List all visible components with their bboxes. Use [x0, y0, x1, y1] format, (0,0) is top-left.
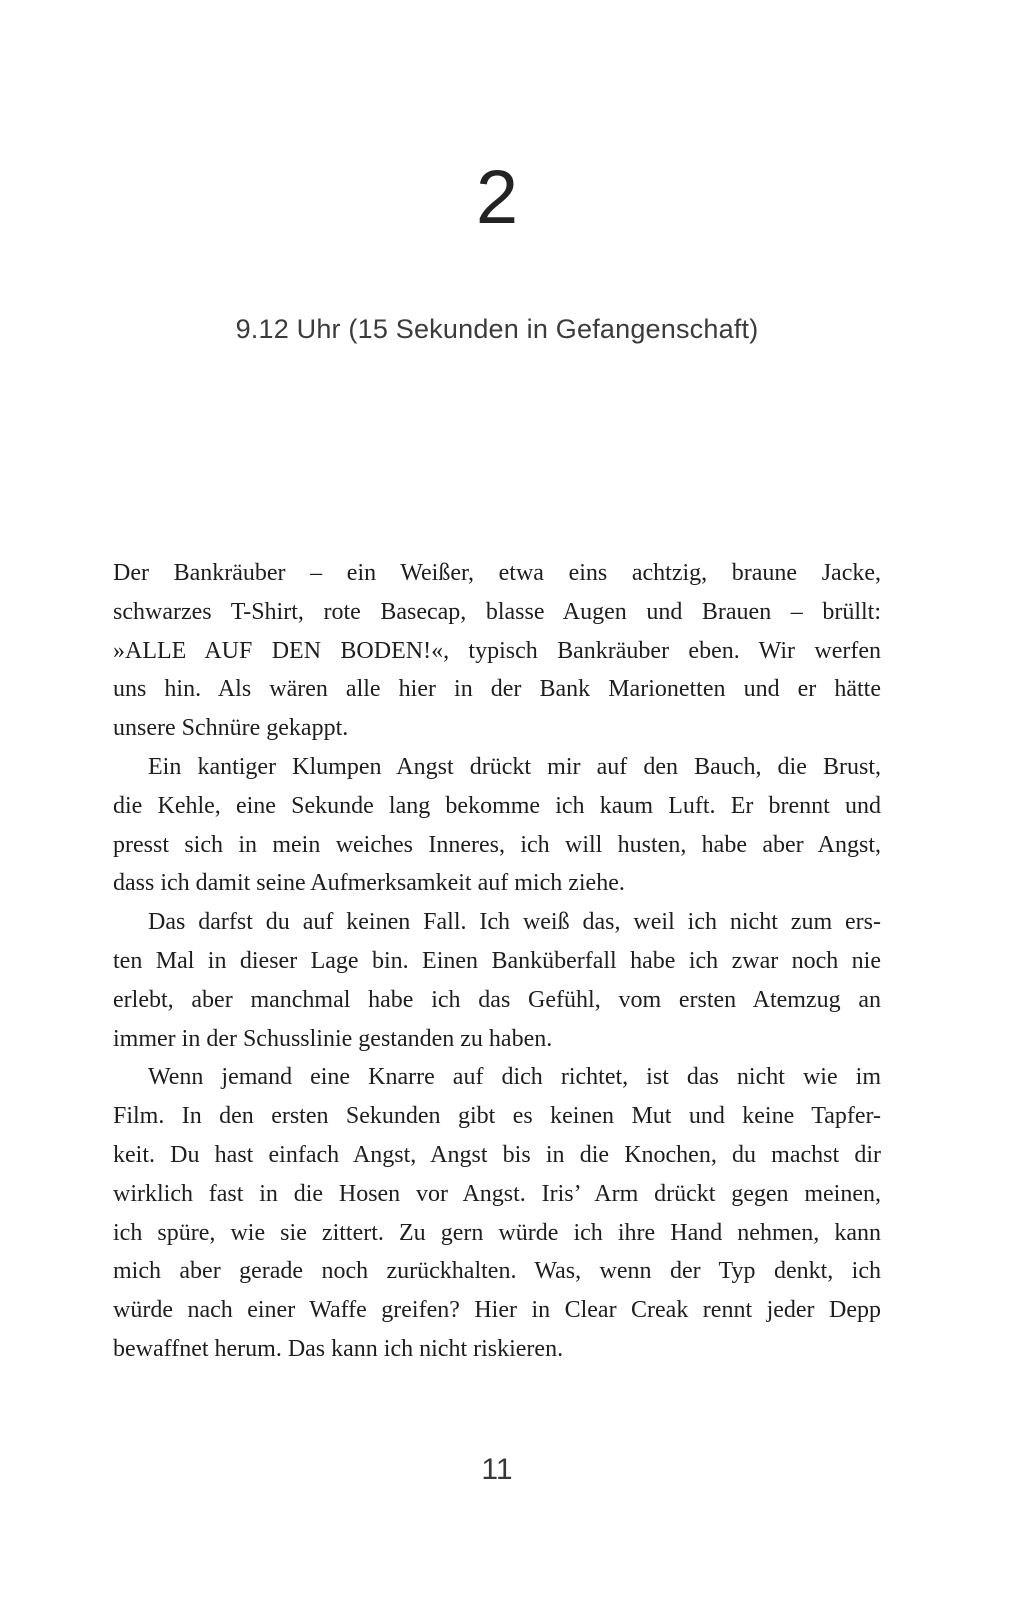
paragraph	[113, 903, 881, 1058]
body-line: unsere Schnüre gekappt.	[113, 715, 349, 742]
body-line: würde nach einer Waffe greifen? Hier in Clear Creak rennt jeder Depp	[113, 1297, 881, 1324]
body-line: Der Bankräuber – ein Weißer, etwa eins achtzig, braune Jacke,	[113, 560, 881, 586]
body-line: immer in der Schusslinie gestanden zu haben.	[113, 1025, 553, 1052]
paragraph	[113, 1058, 881, 1368]
paragraph	[113, 748, 881, 903]
paragraph	[113, 554, 881, 748]
body-line: bewaffnet herum. Das kann ich nicht riskieren.	[113, 1335, 564, 1362]
body-line: Ein kantiger Klumpen Angst drückt mir auf den Bauch, die Brust,	[148, 753, 881, 780]
section-heading: 9.12 Uhr (15 Sekunden in Gefangenschaft)	[235, 314, 759, 344]
page-number: 11	[481, 1453, 513, 1486]
body-line: uns hin. Als wären alle hier in der Bank Marionetten und er hätte	[113, 676, 881, 703]
body-line: Das darfst du auf keinen Fall. Ich weiß das, weil ich nicht zum ers-	[148, 909, 881, 936]
body-line: Wenn jemand eine Knarre auf dich richtet, ist das nicht wie im	[148, 1064, 881, 1091]
body-line: »ALLE AUF DEN BODEN!«, typisch Bankräuber eben. Wir werfen	[113, 637, 881, 664]
body-line: presst sich in mein weiches Inneres, ich will husten, habe aber Angst,	[113, 831, 881, 858]
body-line: ich spüre, wie sie zittert. Zu gern würde ich ihre Hand nehmen, kann	[113, 1219, 881, 1246]
body-line: dass ich damit seine Aufmerksamkeit auf mich ziehe.	[113, 870, 625, 897]
body-line: keit. Du hast einfach Angst, Angst bis in die Knochen, du machst dir	[113, 1141, 881, 1168]
body-line: erlebt, aber manchmal habe ich das Gefühl, vom ersten Atemzug an	[113, 986, 881, 1013]
body-line: ten Mal in dieser Lage bin. Einen Banküberfall habe ich zwar noch nie	[113, 947, 881, 974]
body-line: mich aber gerade noch zurückhalten. Was, wenn der Typ denkt, ich	[113, 1258, 881, 1285]
body-line: schwarzes T-Shirt, rote Basecap, blasse Augen und Brauen – brüllt:	[113, 598, 881, 625]
body-line: die Kehle, eine Sekunde lang bekomme ich kaum Luft. Er brennt und	[113, 792, 881, 819]
body-line: wirklich fast in die Hosen vor Angst. Iris’ Arm drückt gegen meinen,	[113, 1180, 881, 1207]
body-text	[113, 554, 881, 1369]
body-line: Film. In den ersten Sekunden gibt es keinen Mut und keine Tapfer-	[113, 1103, 881, 1130]
chapter-number: 2	[475, 155, 519, 240]
